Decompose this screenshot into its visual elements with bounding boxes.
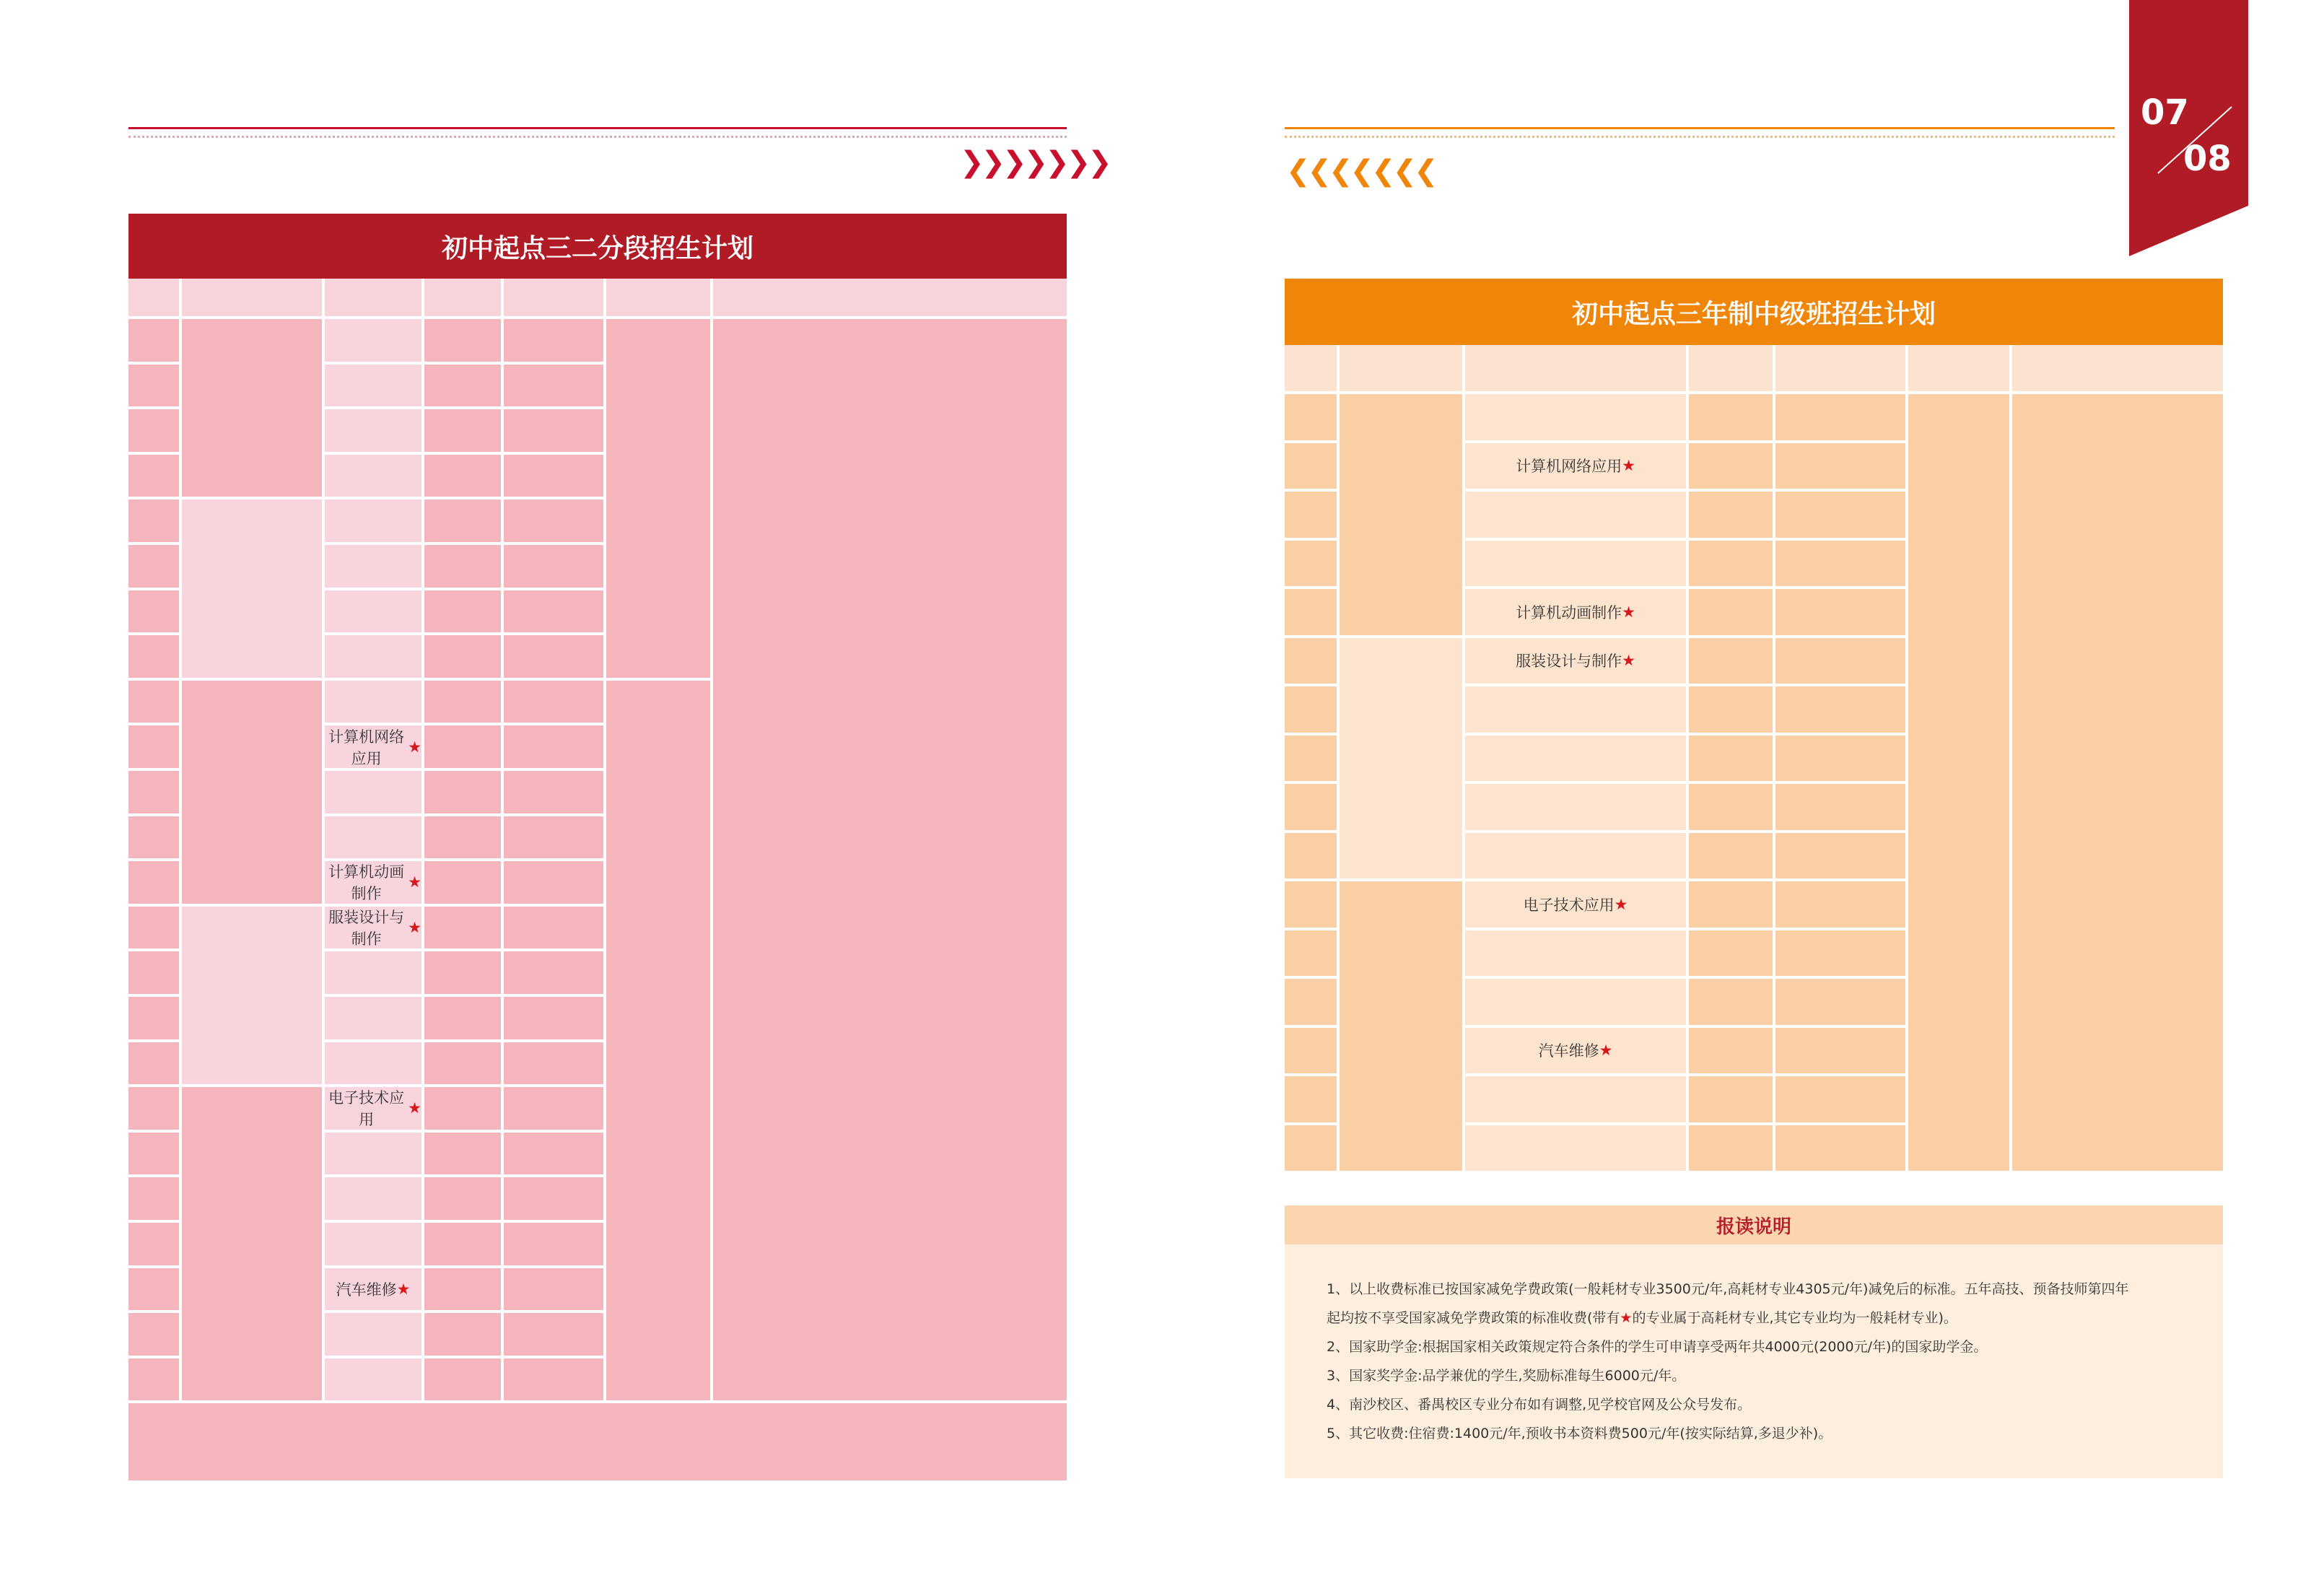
header-0 — [128, 279, 179, 316]
right-enrollment-table — [1285, 345, 2223, 1175]
row-index — [1285, 784, 1337, 830]
major-name: 电子技术应用 ★ — [325, 1087, 421, 1130]
row-index — [128, 997, 179, 1039]
row-index — [1285, 686, 1337, 733]
row-index — [128, 1042, 179, 1085]
enrollment-count — [424, 499, 501, 542]
row-index — [128, 861, 179, 904]
chevrons-left-icon: ❮❮❮❮❮❮❮ — [1286, 154, 1436, 188]
department-cell — [182, 319, 322, 497]
star-icon: ★ — [408, 873, 421, 891]
row-index — [128, 1133, 179, 1175]
row-index — [128, 319, 179, 362]
enrollment-count — [424, 319, 501, 362]
row-index — [1285, 930, 1337, 977]
major-name: 汽车维修 ★ — [325, 1268, 421, 1311]
header-3 — [1689, 345, 1773, 391]
enrollment-count — [424, 1358, 501, 1401]
enrollment-count — [424, 1177, 501, 1220]
major-name — [1465, 784, 1686, 830]
row-index — [128, 409, 179, 452]
tuition-waiver — [504, 1133, 603, 1175]
star-icon: ★ — [408, 738, 421, 756]
tuition-waiver — [1775, 1028, 1905, 1074]
star-icon: ★ — [1599, 1042, 1613, 1060]
row-index — [128, 590, 179, 633]
row-index — [1285, 492, 1337, 538]
row-index — [1285, 589, 1337, 635]
row-index — [128, 771, 179, 813]
notes-title: 报读说明 — [1285, 1205, 2223, 1244]
row-index — [128, 1358, 179, 1401]
major-name: 计算机动画制作 ★ — [325, 861, 421, 904]
major-name: 计算机动画制作 ★ — [1465, 589, 1686, 635]
note-line-2: 起均按不享受国家减免学费政策的标准收费(带有★的专业属于高耗材专业,其它专业均为一般耗材专业)。 — [1327, 1310, 1957, 1326]
enrollment-count — [424, 816, 501, 859]
enrollment-count — [424, 635, 501, 678]
tuition-waiver — [504, 590, 603, 633]
row-index — [128, 951, 179, 994]
major-name — [325, 635, 421, 678]
major-name — [325, 1223, 421, 1265]
tuition-waiver — [504, 635, 603, 678]
tuition-waiver — [504, 319, 603, 362]
major-name — [325, 499, 421, 542]
major-name — [325, 1358, 421, 1401]
tuition-waiver — [504, 725, 603, 768]
row-index — [128, 365, 179, 407]
right-top-line — [1285, 127, 2115, 129]
enrollment-count — [1689, 1028, 1773, 1074]
tuition-waiver — [504, 1087, 603, 1130]
tuition-waiver — [1775, 541, 1905, 587]
enrollment-count — [424, 1042, 501, 1085]
enrollment-count — [424, 590, 501, 633]
tuition-waiver — [504, 681, 603, 723]
tuition-waiver — [1775, 589, 1905, 635]
header-5 — [1908, 345, 2009, 391]
enrollment-count — [1689, 394, 1773, 440]
left-enrollment-table — [128, 279, 1067, 1480]
tuition-waiver — [504, 1177, 603, 1220]
enrollment-count — [1689, 1125, 1773, 1172]
row-index — [128, 907, 179, 949]
enrollment-count — [1689, 686, 1773, 733]
enrollment-count — [1689, 1076, 1773, 1122]
enrollment-count — [424, 771, 501, 813]
header-2 — [1465, 345, 1686, 391]
row-index — [1285, 541, 1337, 587]
row-index — [1285, 979, 1337, 1025]
major-name — [325, 771, 421, 813]
tuition-waiver — [1775, 638, 1905, 684]
enrollment-count — [424, 907, 501, 949]
campus-cell — [606, 319, 710, 678]
row-index — [1285, 1076, 1337, 1122]
star-icon: ★ — [408, 919, 421, 937]
major-name — [325, 1177, 421, 1220]
department-cell — [1340, 394, 1462, 635]
tuition-waiver — [504, 816, 603, 859]
row-index — [1285, 443, 1337, 489]
enrollment-count — [1689, 881, 1773, 928]
tuition-waiver — [504, 1313, 603, 1356]
major-name — [325, 455, 421, 497]
enrollment-count — [424, 951, 501, 994]
row-index — [128, 681, 179, 723]
enrollment-count — [1689, 736, 1773, 782]
chevrons-right-icon: ❯❯❯❯❯❯❯ — [960, 146, 1109, 179]
enrollment-count — [424, 681, 501, 723]
row-index — [128, 816, 179, 859]
header-4 — [1775, 345, 1905, 391]
major-name — [1465, 833, 1686, 879]
enrollment-count — [1689, 589, 1773, 635]
major-name: 电子技术应用 ★ — [1465, 881, 1686, 928]
enrollment-count — [1689, 638, 1773, 684]
star-icon: ★ — [1622, 603, 1635, 621]
row-index — [1285, 881, 1337, 928]
major-name — [325, 1133, 421, 1175]
enrollment-count — [1689, 979, 1773, 1025]
major-name — [1465, 1125, 1686, 1172]
header-0 — [1285, 345, 1337, 391]
star-icon: ★ — [396, 1280, 411, 1298]
tuition-waiver — [1775, 394, 1905, 440]
department-cell — [182, 499, 322, 677]
major-name: 服装设计与制作 ★ — [325, 907, 421, 949]
enrollment-count — [424, 1268, 501, 1311]
note-line-4: 3、国家奖学金:品学兼优的学生,奖励标准每生6000元/年。 — [1327, 1368, 1686, 1384]
tuition-waiver — [1775, 1076, 1905, 1122]
star-icon: ★ — [1622, 457, 1635, 475]
page-number-current: 07 — [2141, 92, 2189, 133]
note-line-5: 4、南沙校区、番禺校区专业分布如有调整,见学校官网及公众号发布。 — [1327, 1397, 1752, 1413]
enrollment-count — [424, 1313, 501, 1356]
left-top-line — [128, 127, 1067, 129]
header-6 — [2012, 345, 2223, 391]
row-index — [128, 1223, 179, 1265]
major-name — [325, 1313, 421, 1356]
major-name — [1465, 979, 1686, 1025]
major-name — [325, 545, 421, 588]
enrollment-count — [1689, 443, 1773, 489]
row-index — [1285, 736, 1337, 782]
note-line-1: 1、以上收费标准已按国家减免学费政策(一般耗材专业3500元/年,高耗材专业4305元/年)减免后的标准。五年高技、预备技师第四年 — [1327, 1281, 2129, 1297]
star-icon: ★ — [1620, 1310, 1633, 1326]
tuition-waiver — [504, 997, 603, 1039]
row-index — [128, 635, 179, 678]
major-name: 汽车维修 ★ — [1465, 1028, 1686, 1074]
row-index — [128, 1313, 179, 1356]
header-1 — [1340, 345, 1462, 391]
tuition-waiver — [1775, 443, 1905, 489]
major-name: 计算机网络应用 ★ — [325, 725, 421, 768]
note-line-3: 2、国家助学金:根据国家相关政策规定符合条件的学生可申请享受两年共4000元(2000元/年)的国家助学金。 — [1327, 1339, 1988, 1355]
enrollment-count — [424, 365, 501, 407]
tuition-waiver — [1775, 686, 1905, 733]
row-index — [1285, 394, 1337, 440]
major-name — [1465, 492, 1686, 538]
enrollment-count — [1689, 492, 1773, 538]
header-3 — [424, 279, 501, 316]
row-index — [128, 725, 179, 768]
major-name — [325, 816, 421, 859]
major-name — [325, 1042, 421, 1085]
header-2 — [325, 279, 421, 316]
tuition-waiver — [1775, 833, 1905, 879]
tuition-waiver — [504, 1268, 603, 1311]
header-6 — [713, 279, 1067, 316]
row-index — [1285, 638, 1337, 684]
major-name — [1465, 686, 1686, 733]
major-name — [325, 590, 421, 633]
row-index — [128, 1087, 179, 1130]
major-name — [325, 997, 421, 1039]
department-cell — [182, 1087, 322, 1400]
enrollment-count — [424, 409, 501, 452]
tuition-waiver — [504, 545, 603, 588]
star-icon: ★ — [1622, 652, 1635, 670]
major-name — [325, 365, 421, 407]
page-number-next: 08 — [2183, 139, 2232, 179]
major-name — [1465, 541, 1686, 587]
department-cell — [182, 681, 322, 904]
enrollment-count — [1689, 541, 1773, 587]
major-name — [325, 951, 421, 994]
department-cell — [182, 907, 322, 1084]
enrollment-count — [424, 1133, 501, 1175]
major-name — [325, 409, 421, 452]
tuition-waiver — [1775, 736, 1905, 782]
school-advantage — [713, 319, 1067, 1400]
major-name — [325, 681, 421, 723]
row-index — [128, 455, 179, 497]
left-table-title: 初中起点三二分段招生计划 — [128, 214, 1067, 279]
tuition-waiver — [1775, 979, 1905, 1025]
tuition-waiver — [504, 1042, 603, 1085]
notes-box — [1285, 1244, 2223, 1478]
tuition-waiver — [504, 951, 603, 994]
row-index — [128, 499, 179, 542]
tuition-waiver — [1775, 492, 1905, 538]
enrollment-count — [424, 1223, 501, 1265]
enrollment-count — [424, 725, 501, 768]
major-name — [1465, 736, 1686, 782]
row-index — [128, 1177, 179, 1220]
header-4 — [504, 279, 603, 316]
enrollment-count — [424, 455, 501, 497]
tuition-waiver — [504, 499, 603, 542]
row-index — [1285, 1028, 1337, 1074]
enrollment-count — [424, 861, 501, 904]
tuition-waiver — [504, 907, 603, 949]
tuition-waiver — [1775, 881, 1905, 928]
tuition-waiver — [1775, 1125, 1905, 1172]
campus-cell — [606, 681, 710, 1401]
row-index — [1285, 833, 1337, 879]
tuition-waiver — [1775, 930, 1905, 977]
row-index — [1285, 1125, 1337, 1172]
major-name — [1465, 394, 1686, 440]
campus-cell — [1908, 394, 2009, 1171]
enrollment-count — [1689, 930, 1773, 977]
tuition-waiver — [504, 861, 603, 904]
row-index — [128, 1268, 179, 1311]
right-table-title: 初中起点三年制中级班招生计划 — [1285, 279, 2223, 345]
school-advantage — [2012, 394, 2223, 1171]
note-line-6: 5、其它收费:住宿费:1400元/年,预收书本资料费500元/年(按实际结算,多退少补)。 — [1327, 1426, 1832, 1441]
row-index — [128, 545, 179, 588]
enrollment-count — [424, 997, 501, 1039]
department-cell — [1340, 881, 1462, 1171]
star-icon: ★ — [1614, 895, 1628, 913]
tuition-waiver — [504, 365, 603, 407]
enrollment-count — [424, 1087, 501, 1130]
tuition-waiver — [504, 771, 603, 813]
major-name: 服装设计与制作 ★ — [1465, 638, 1686, 684]
tuition-waiver — [504, 1358, 603, 1401]
major-name — [1465, 930, 1686, 977]
enrollment-count — [1689, 784, 1773, 830]
header-1 — [182, 279, 322, 316]
header-5 — [606, 279, 710, 316]
major-name — [325, 319, 421, 362]
left-dotted-line — [128, 136, 1067, 138]
left-table-footer — [128, 1403, 1067, 1480]
enrollment-count — [424, 545, 501, 588]
tuition-waiver — [1775, 784, 1905, 830]
enrollment-count — [1689, 833, 1773, 879]
major-name: 计算机网络应用 ★ — [1465, 443, 1686, 489]
major-name — [1465, 1076, 1686, 1122]
department-cell — [1340, 638, 1462, 879]
star-icon: ★ — [408, 1099, 421, 1117]
right-dotted-line — [1285, 136, 2115, 138]
tuition-waiver — [504, 1223, 603, 1265]
tuition-waiver — [504, 455, 603, 497]
tuition-waiver — [504, 409, 603, 452]
